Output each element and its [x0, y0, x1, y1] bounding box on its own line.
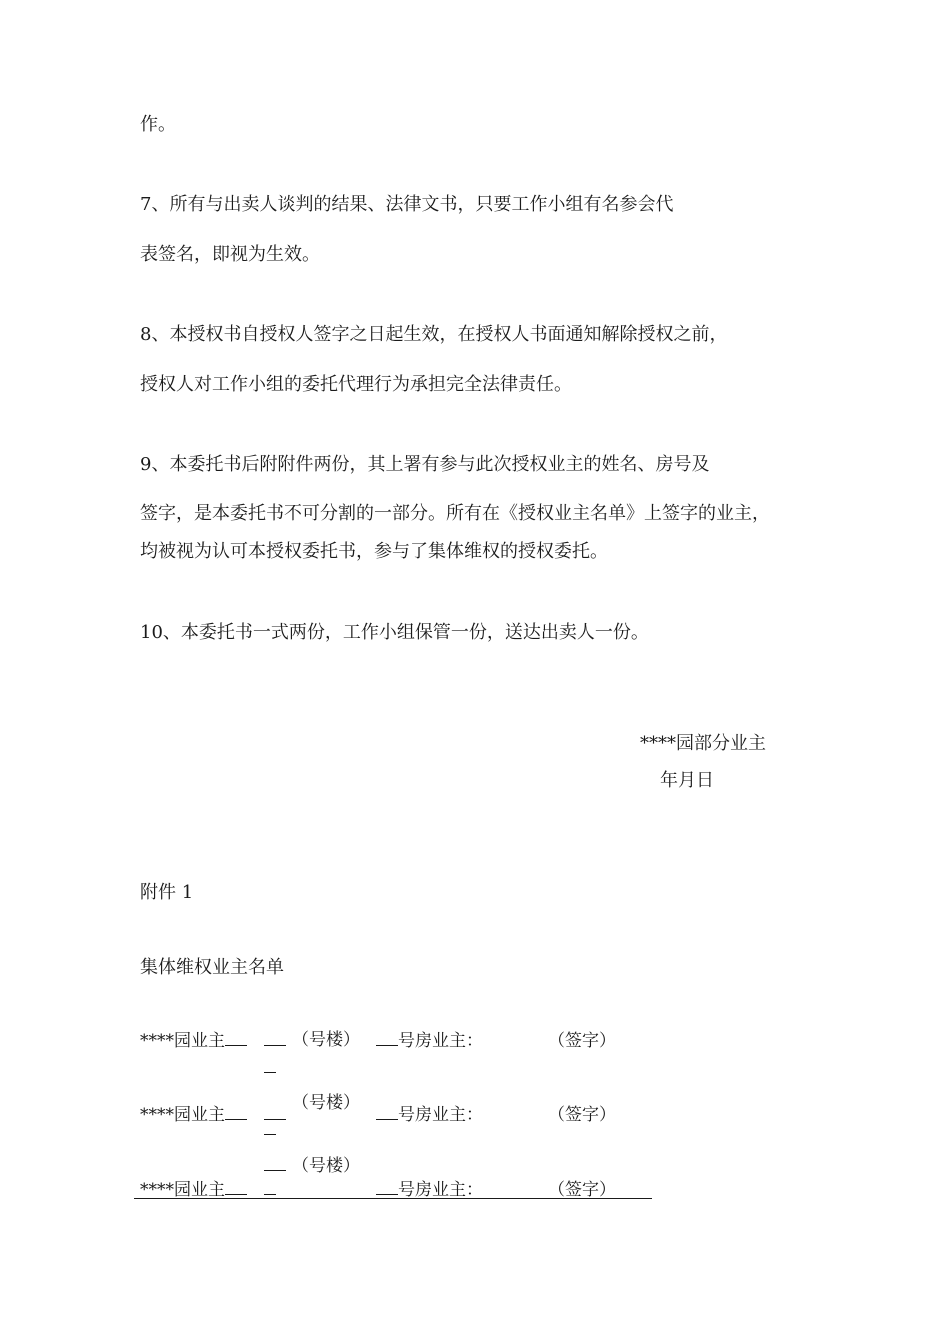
paragraph-9-line-1: 9、本委托书后附附件两份，其上署有参与此次授权业主的姓名、房号及	[140, 454, 710, 475]
row-sign: （签字）	[548, 1031, 616, 1051]
room-blank	[376, 1105, 398, 1120]
room-blank	[376, 1180, 398, 1195]
name-blank	[225, 1031, 247, 1046]
table-bottom-rule	[134, 1198, 652, 1199]
row-building: （号楼）	[292, 1156, 360, 1176]
row-prefix	[140, 1030, 247, 1052]
building-blank-line	[264, 1155, 286, 1177]
row-room	[376, 1104, 483, 1126]
paragraph-9-line-3: 均被视为认可本授权委托书，参与了集体维权的授权委托。	[140, 541, 608, 562]
row-prefix	[140, 1104, 247, 1126]
paragraph-10-line-1: 10、本委托书一式两份，工作小组保管一份，送达出卖人一份。	[140, 622, 649, 643]
paragraph-8-line-2: 授权人对工作小组的委托代理行为承担完全法律责任。	[140, 374, 572, 395]
row-building: （号楼）	[292, 1030, 360, 1050]
paragraph-8-line-1: 8、本授权书自授权人签字之日起生效，在授权人书面通知解除授权之前，	[140, 324, 728, 345]
attachment-title: 集体维权业主名单	[140, 957, 284, 978]
row-prefix-text: ****园业主	[140, 1031, 225, 1051]
paragraph-6-tail: 作。	[140, 114, 176, 135]
name-blank	[225, 1105, 247, 1120]
row-building: （号楼）	[292, 1093, 360, 1113]
building-blank-overflow	[264, 1134, 276, 1135]
row-sign: （签字）	[548, 1180, 616, 1200]
building-blank-overflow	[264, 1072, 276, 1073]
building-blank	[264, 1156, 286, 1171]
signature-owner: ****园部分业主	[640, 733, 766, 754]
paragraph-9-line-2: 签字，是本委托书不可分割的一部分。所有在《授权业主名单》上签字的业主，	[140, 503, 770, 524]
row-prefix-text: ****园业主	[140, 1105, 225, 1125]
row-prefix-text: ****园业主	[140, 1180, 225, 1200]
row-room-text: 号房业主：	[398, 1105, 483, 1125]
room-blank	[376, 1031, 398, 1046]
row-sign: （签字）	[548, 1105, 616, 1125]
building-blank-overflow	[264, 1194, 276, 1195]
attachment-label: 附件 1	[140, 882, 194, 903]
row-room	[376, 1030, 483, 1052]
building-blank	[264, 1031, 286, 1046]
building-blank-line	[264, 1030, 286, 1052]
name-blank	[225, 1180, 247, 1195]
building-blank-line	[264, 1104, 286, 1126]
row-room-text: 号房业主：	[398, 1031, 483, 1051]
paragraph-7-line-2: 表签名，即视为生效。	[140, 244, 320, 265]
signature-date: 年月日	[660, 770, 714, 791]
row-room-text: 号房业主：	[398, 1180, 483, 1200]
paragraph-7-line-1: 7、所有与出卖人谈判的结果、法律文书，只要工作小组有名参会代	[140, 194, 674, 215]
building-blank	[264, 1105, 286, 1120]
